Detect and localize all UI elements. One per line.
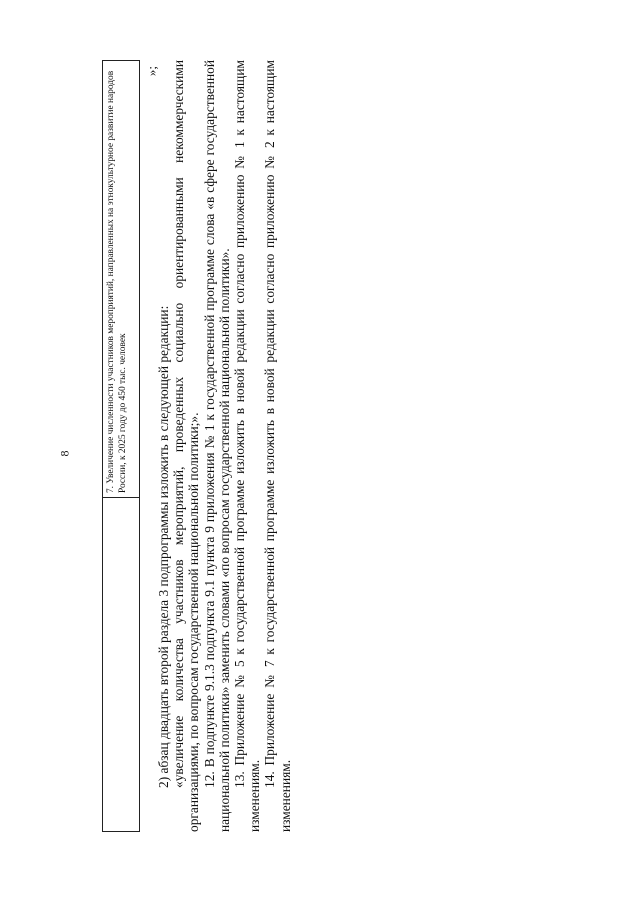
page-number: 8 xyxy=(57,450,72,457)
closing-quote: »; xyxy=(144,66,159,77)
rotated-page-content xyxy=(102,60,312,832)
paragraph: 2) абзац двадцать второй раздела 3 подпрограммы изложить в следующей редакции: xyxy=(156,305,171,788)
paragraph: «увеличение количества участников мероприятий, проведенных социально ориентированными некоммерческими организациями, по вопросам государственной национальной политики;». xyxy=(171,60,202,832)
table-cell-empty xyxy=(103,498,140,832)
paragraph: 13. Приложение № 5 к государственной программе изложить в новой редакции согласно приложению № 1 к настоящим изменениям. xyxy=(232,60,263,832)
paragraph: 14. Приложение № 7 к государственной программе изложить в новой редакции согласно приложению № 2 к настоящим изменениям. xyxy=(262,60,293,832)
paragraph: 12. В подпункте 9.1.3 подпункта 9.1 пункта 9 приложения № 1 к государственной программе слова «в сфере государственной национальной политики» заменить словами «по вопросам государственной национальной политики». xyxy=(201,60,232,832)
indicator-table xyxy=(102,60,140,832)
table-row xyxy=(103,61,140,832)
amendments-text xyxy=(156,60,293,832)
document-body xyxy=(102,60,312,832)
table-cell-indicator: 7. Увеличение численности участников мероприятий, направленных на этнокультурное развитие народов России, к 2025 году до 450 тыс. человек xyxy=(103,61,140,498)
